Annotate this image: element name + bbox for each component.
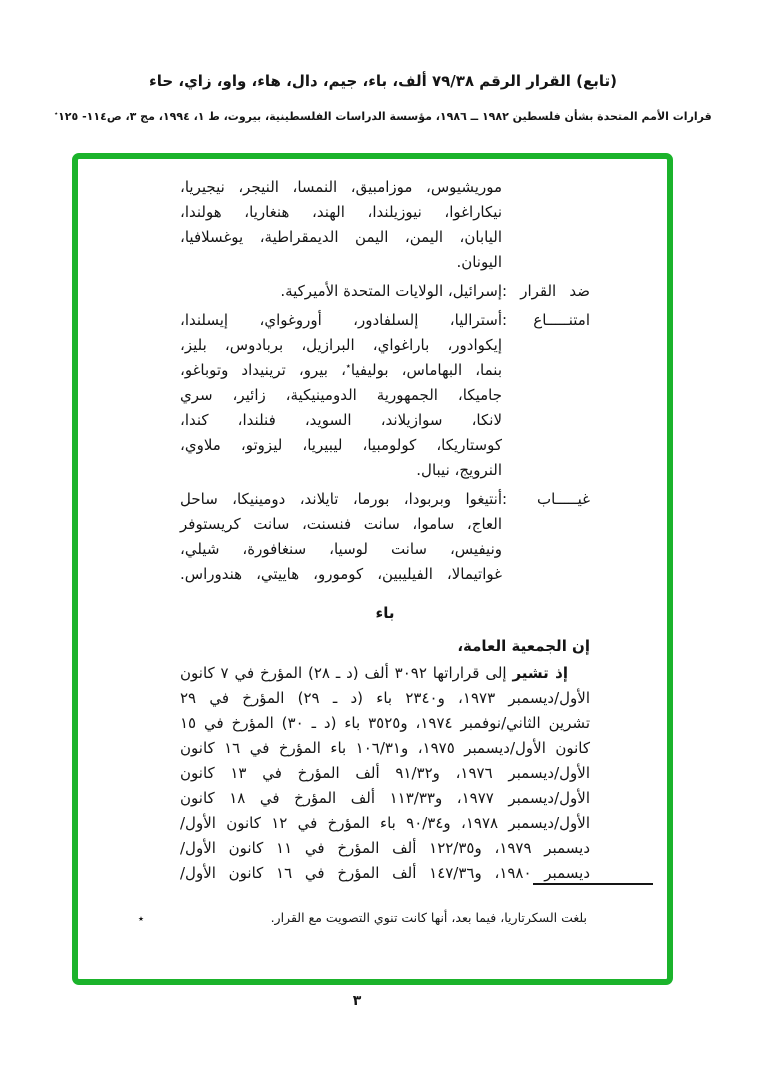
text-line: العاج، ساموا، سانت فنسنت، سانت كريستوفر — [180, 515, 502, 533]
abstain-label: امتنـــــاع : — [502, 311, 590, 329]
text-line: اليونان. — [456, 253, 502, 271]
text-line: إذ تشير إلى قراراتها ٣٠٩٢ ألف (د ـ ٢٨) المؤرخ في ٧ كانون — [180, 664, 568, 682]
footnote-text: بلغت السكرتاريا، فيما بعد، أنها كانت تنوي التصويت مع القرار. — [270, 910, 587, 925]
text-line: نيكاراغوا، نيوزيلندا، الهند، هنغاريا، هولندا، — [180, 203, 502, 221]
continued-vote-list — [180, 175, 590, 275]
continued-vote-list-body — [180, 175, 502, 275]
text-line: النرويج، نيبال. — [416, 461, 502, 479]
page-number: ٣ — [352, 993, 362, 1009]
text-line: أستراليا، إلسلفادور، أوروغواي، إيسلندا، — [180, 311, 502, 329]
text-line: موريشيوس، موزامبيق، النمسا، النيجر، نيجيريا، — [180, 178, 502, 196]
text-line: الأول/ديسمبر ١٩٧٣، و٢٣٤٠ باء (د ـ ٢٩) المؤرخ في ٢٩ — [180, 689, 591, 707]
text-line: كوستاريكا، كولومبيا، ليبيريا، ليزوتو، ملاوي، — [180, 436, 502, 454]
text-line: ونيفيس، سانت لوسيا، سنغافورة، شيلي، — [180, 540, 502, 558]
against-label: ضد القرار : — [502, 282, 590, 300]
text-line: الأول/ديسمبر ١٩٧٧، و١١٣/٣٣ ألف المؤرخ في ١٨ كانون — [180, 789, 590, 807]
abstain-body — [180, 308, 502, 483]
text-line: إيكوادور، باراغواي، البرازيل، بربادوس، بليز، — [180, 336, 502, 354]
absent-body — [180, 487, 502, 587]
document-title: (تابع) القرار الرقم ٧٩/٣٨ ألف، باء، جيم، دال، هاء، واو، زاي، حاء — [149, 72, 617, 90]
vote-list-label-spacer — [502, 175, 590, 275]
text-line: غواتيمالا، الفيليبين، كومورو، هاييتي، هندوراس. — [180, 565, 502, 583]
text-line: اليابان، اليمن، اليمن الديمقراطية، يوغسلافيا، — [180, 228, 502, 246]
document-source-line — [0, 110, 766, 123]
footnote-marker: ٭ — [138, 912, 144, 925]
footnote — [138, 908, 587, 929]
source-footnote-ref-mark: ٭ — [54, 109, 59, 118]
abstain-entry — [180, 308, 590, 483]
text-line: تشرين الثاني/نوفمبر ١٩٧٤، و٣٥٢٥ باء (د ـ ٣٠) المؤرخ في ١٥ — [180, 714, 590, 732]
text-line: أنتيغوا وبربودا، بورما، تايلاند، دومينيكا، ساحل — [180, 490, 502, 508]
against-entry — [180, 279, 590, 304]
footnote-ref-mark: ٭ — [345, 362, 351, 372]
source-citation: قرارات الأمم المتحدة بشأن فلسطين ١٩٨٢ ــ ١٩٨٦، مؤسسة الدراسات الفلسطينية، بيروت، ط ١، ١٩٩٤، مج ٣، ص١١٤- ١٢٥ — [58, 110, 712, 123]
text-line: ديسمبر ١٩٧٩، و١٢٢/٣٥ ألف المؤرخ في ١١ كانون الأول/ — [180, 839, 590, 857]
text-line: كانون الأول/ديسمبر ١٩٧٥، و١٠٦/٣١ باء المؤرخ في ١٦ كانون — [180, 739, 590, 757]
text-line: الأول/ديسمبر ١٩٧٨، و٩٠/٣٤ باء المؤرخ في ١٢ كانون الأول/ — [180, 814, 591, 832]
text-line: ديسمبر ١٩٨٠، و١٤٧/٣٦ ألف المؤرخ في ١٦ كانون الأول/ — [180, 864, 590, 882]
against-body: إسرائيل، الولايات المتحدة الأميركية. — [280, 282, 502, 300]
text-line: جاميكا، الجمهورية الدومينيكية، زائير، سري — [180, 386, 502, 404]
highlight-box — [72, 153, 673, 985]
text-line: الأول/ديسمبر ١٩٧٦، و٩١/٣٢ ألف المؤرخ في ١٣ كانون — [180, 764, 590, 782]
preamble-intro: إن الجمعية العامة، — [457, 637, 590, 655]
recall-paragraph — [180, 661, 590, 886]
text-line: لانكا، سوازيلاند، السويد، فنلندا، كندا، — [180, 411, 502, 429]
page-body — [78, 159, 667, 886]
absent-entry — [180, 487, 590, 587]
text-line: بنما، البهاماس، بوليفيا٭، بيرو، ترينيداد وتوباغو، — [180, 361, 502, 379]
absent-label: غيـــــاب : — [502, 490, 590, 508]
footnote-separator-rule — [533, 883, 653, 885]
section-heading-ba: باء — [375, 604, 395, 622]
